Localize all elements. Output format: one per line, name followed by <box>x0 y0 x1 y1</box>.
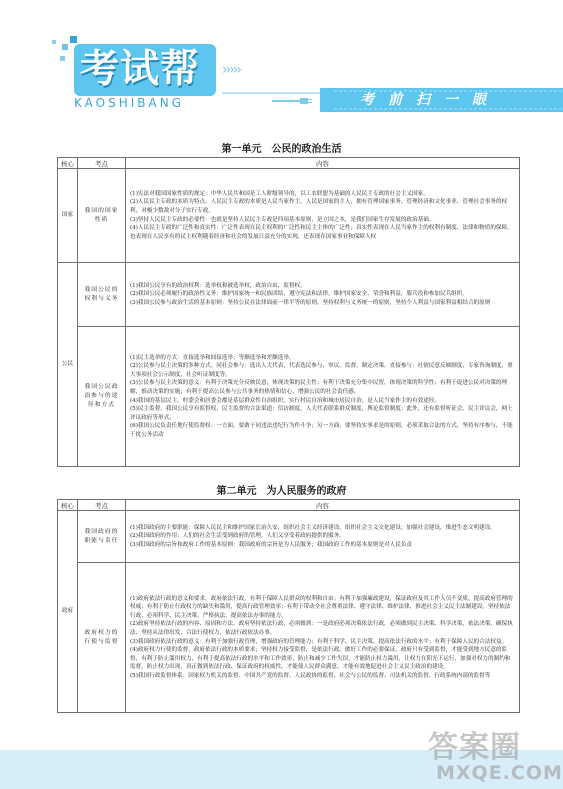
content-line: (6)我国公民负责任地行使监督权：一方面，要敢于同违法违纪行为作斗争；另一方面，要坚持实事求是的原则，必须采取合法的方式，坚持有序参与，不能干扰公务活动 <box>130 423 513 438</box>
table-row <box>58 511 520 563</box>
kp-cell: 政府权力的行使与监督 <box>78 563 126 713</box>
unit1-title: 第一单元 公民的政治生活 <box>221 144 342 155</box>
decor-pixel <box>52 40 56 44</box>
content-line: (1)宪法对我国国家性质的规定：中华人民共和国是工人阶级领导的，以工农联盟为基础的人民民主专政的社会主义国家。 <box>130 190 429 197</box>
content-cell <box>126 169 520 263</box>
content-line: (2)公民参与民主决策的多种方式。同社会参与：选出人大代表，代表选民参与、审议、监督、制定决策。直接参与：社情民意反映制度，专家咨询制度，重大事项社会公示制度，社会听证制度等。 <box>130 363 513 378</box>
content-line: (4)政府权力行使的监督，政府依法行政的本质要求；坚持权力接受监督，是依法行政、做好工作的必要保证。政府只有受到监督，才能受到地方民意的监督，有利于防止滥用权力，有利于提高依法行政的水平和工作效率，防止和减少工作失误，才能防止权力滥用，让权力在阳光下运行，加强对权力的制约和监督，防止权力出现，真正做到依法行政、保证政府的权威性，才能使人民群众满意，才能有效地促进社会主义民主政治的建设。 <box>130 647 511 671</box>
content-line: (1)民主选举的方式：直接选举和间接选举；等额选举和差额选举。 <box>130 354 295 361</box>
core-cell: 政府 <box>58 511 78 713</box>
col-header-core: 核心 <box>58 158 78 169</box>
table-header-row <box>58 500 520 511</box>
col-header-kp: 考点 <box>78 500 126 511</box>
chevron-decoration: ››››› <box>222 62 240 78</box>
content-cell <box>126 327 520 467</box>
content-line: (1)我国政府的主要职能：保障人民民主和维护国家长治久安，组织社会主义经济建设，组织社会主义文化建设，加强社会建设，推进生态文明建设。 <box>130 524 496 531</box>
content-line: (1)政府依法行政的意义和要求。政府依法行政，有利于保障人民群众的权利和自由；有利于加强廉政建设，保证政府及其工作人员不变质，提高政府管理的权威；有利于防止行政权力的缺失和滥用，提高行政管理效率；有利于带动全社会尊重法律、遵守法律、维护法律，推进社会主义民主法制建设。坚持依法行政，必须科学、民主决策，严格执法，提高依法办事的能力。 <box>130 595 513 619</box>
content-line: (1)我国公民享有的政治权利：选举权和被选举权，政治自由，监督权。 <box>130 282 306 289</box>
kp-cell: 我国政府的职能与责任 <box>78 511 126 563</box>
decor-pixel <box>60 56 65 61</box>
logo-title: 考试帮 <box>80 47 201 92</box>
content-line: (2)人民民主专政的本质为特点。人民民主专政的本质是人民当家作主。人民是国家的主人，拥有管理国家事务、管理经济和文化事业、管理社会事务的权利，对极少数敌对分子实行专政。 <box>130 199 508 214</box>
unit1-table <box>57 157 520 467</box>
content-line: (3)我国公民参与政治生活的基本原则：坚持公民在法律面前一律平等的原则，坚持权利与义务统一的原则，坚持个人利益与国家利益相结合的原则 <box>130 299 491 306</box>
content-line: (5)民主监督。我国公民享有监督权。民主监督的合法渠道：信访制度，人大代表联系群众制度，舆论监督制度；此外，还有监督听证会、民主评议会，网上评议政府等形式。 <box>130 406 513 421</box>
col-header-kp: 考点 <box>78 158 126 169</box>
decor-pixel <box>62 44 68 50</box>
content-cell <box>126 511 520 563</box>
content-cell <box>126 263 520 327</box>
col-header-content: 内容 <box>126 158 520 169</box>
content-line: (4)人民民主专政的广泛性和真实性：广泛性表现在民主权利的广泛性和民主主体的广泛性；真实性表现在人民当家作主的权利有制度、法律和物质的保障，也表现在人民享有的民主权利随着经济和社会的发展日益充分的实现，还表现在国家事业和保障人权 <box>130 225 513 240</box>
page-header <box>0 0 563 128</box>
content-line: (2)我国政府的作用：人们的社会生活受到政府的管理，人们又享受着政府提供的服务。 <box>130 533 345 540</box>
decor-pixel <box>70 36 77 43</box>
table-row <box>58 169 520 263</box>
content-line: (3)坚持人民民主专政的必要性：也就是坚持人民民主专政是四项基本原则，是立国之本，是我们国家生存发展的政治基础。 <box>130 216 435 223</box>
content-line: (3)我国政府依法行政的意义：有利于加强行政管理，增强政府的管理能力；有利于科学、民主决策，提高依法行政的水平；有利于保障人民的合法权益。 <box>130 638 508 645</box>
core-cell: 国家 <box>58 169 78 263</box>
watermark-url: MXQE.COM <box>436 762 563 784</box>
logo-subtitle: KAOSHIBANG <box>74 96 184 110</box>
content-line: (3)公民参与民主决策的意义：有利于决策充分反映民意，体现决策的民主性；有利于决策充分集中民智，体现决策的科学性；有利于促进公民对决策的理解，推动决策的实施；有利于提高公民参与公共事务的热情和信心，增强公民的社会责任感。 <box>130 380 508 395</box>
table-header-row <box>58 158 520 169</box>
kp-cell: 我国公民政治参与的途径和方式 <box>78 327 126 467</box>
content-cell <box>126 563 520 713</box>
table-row <box>58 563 520 713</box>
kp-cell: 我国公民的权利与义务 <box>78 263 126 327</box>
col-header-content: 内容 <box>126 500 520 511</box>
content-line: (3)我国政府的宗旨和政府工作的基本原则：我国政府的宗旨是为人民服务；我国政府工作的基本原则是对人民负责 <box>130 541 413 548</box>
table-row <box>58 263 520 327</box>
content-line: (2)政府坚持依法行政的内容、原因和方法。政府坚持依法行政，必须做到：一是政府必须决策依法行政，必须做到民主决策、科学决策，依法决策，确保执法、坚持从法律出发，合法行使权力，依法行政依法办事。 <box>130 621 513 636</box>
watermark-logo: 答案圈 <box>428 730 521 765</box>
content-line: (5)我国行政监督体系：国家权力机关的监督、中国共产党的监督、人民政协的监督、社会与公民的监督、司法机关的监督、行政系统内部的监督等 <box>130 672 491 679</box>
content-line: (2)我国公民必须履行的政治性义务：维护国家统一和民族团结，遵守宪法和法律，维护国家安全、荣誉和利益，服兵役和参加民兵组织。 <box>130 291 468 298</box>
unit2-table <box>57 499 520 713</box>
col-header-core: 核心 <box>58 500 78 511</box>
core-cell: 公民 <box>58 263 78 467</box>
kp-cell: 我国的国家性质 <box>78 169 126 263</box>
content-line: (4)我国的基层民主。村委会和居委会都是基层群众性自治组织。实行村民自治和城市居民自治，是人民当家作主的有效途径。 <box>130 397 440 404</box>
unit2-title: 第二单元 为人民服务的政府 <box>216 486 347 497</box>
table-row <box>58 327 520 467</box>
ribbon-title: 考前扫一眼 <box>360 92 500 108</box>
plug-icon <box>272 98 312 104</box>
